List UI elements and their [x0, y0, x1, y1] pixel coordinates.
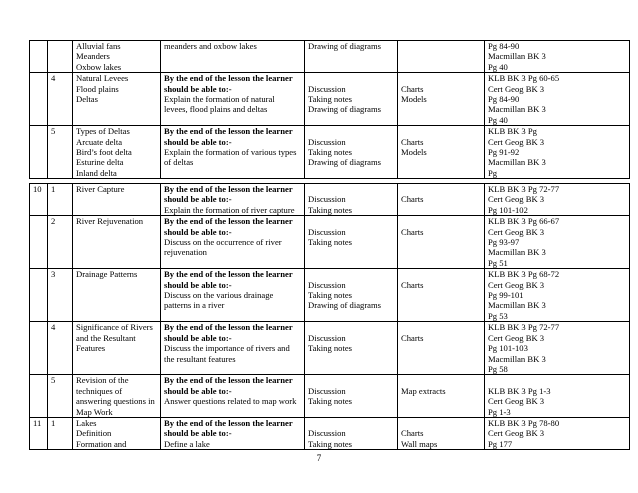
topic-line: Esturine delta: [76, 157, 124, 168]
objective-line: levees, flood plains and deltas: [164, 104, 268, 115]
references-cell: [485, 322, 630, 375]
topic-cell: [73, 269, 161, 322]
activity-line: [308, 269, 395, 279]
topic-cell: [73, 417, 161, 449]
objectives-cell: [161, 41, 305, 73]
resources-cell: [398, 41, 485, 73]
lesson-cell: 5: [48, 375, 73, 418]
topic-line: Natural Levees: [76, 73, 129, 84]
references-cell: [485, 375, 630, 418]
reference-line: Macmillan BK 3: [488, 157, 546, 168]
reference-line: Cert Geog BK 3: [488, 83, 545, 94]
objective-line: By the end of the lesson the learner: [164, 73, 293, 84]
reference-line: Pg 101-102: [488, 204, 528, 215]
activity-line: Discussion: [308, 332, 346, 343]
reference-line: KLB BK 3 Pg 68-72: [488, 269, 560, 280]
objective-line: should be able to:-: [164, 83, 232, 94]
reference-line: Pg 58: [488, 363, 508, 374]
reference-line: Pg 99-101: [488, 290, 524, 301]
objective-line: Define a lake: [164, 438, 210, 449]
week-cell: [30, 375, 48, 418]
activities-cell: [305, 73, 398, 126]
objectives-cell: [161, 184, 305, 216]
resource-line: [401, 375, 482, 385]
reference-line: Pg 40: [488, 61, 508, 72]
scheme-of-work-table-lower: [29, 183, 630, 450]
reference-line: Cert Geog BK 3: [488, 279, 545, 290]
reference-line: Macmillan BK 3: [488, 300, 546, 311]
reference-line: Pg 51: [488, 257, 508, 268]
objectives-cell: [161, 216, 305, 269]
activity-line: Drawing of diagrams: [308, 300, 382, 311]
resource-line: [401, 216, 482, 226]
resources-cell: [398, 417, 485, 449]
lesson-cell: 4: [48, 322, 73, 375]
references-cell: [485, 73, 630, 126]
week-cell: [30, 41, 48, 73]
resources-cell: [398, 322, 485, 375]
topic-line: Map Work: [76, 406, 113, 417]
topic-line: Drainage Patterns: [76, 269, 138, 280]
activity-line: Taking notes: [308, 147, 353, 158]
activity-line: Discussion: [308, 385, 346, 396]
resource-line: [401, 126, 482, 136]
references-cell: [485, 269, 630, 322]
topic-cell: [73, 375, 161, 418]
reference-line: KLB BK 3 Pg 60-65: [488, 73, 560, 84]
topic-line: Arcuate delta: [76, 136, 123, 147]
reference-line: KLB BK 3 Pg 72-77: [488, 184, 560, 194]
lesson-cell: 5: [48, 126, 73, 179]
resource-line: Charts: [401, 279, 424, 290]
resource-line: Models: [401, 147, 427, 158]
objective-line: By the end of the lesson the learner: [164, 322, 293, 333]
reference-line: Cert Geog BK 3: [488, 332, 545, 343]
activities-cell: [305, 417, 398, 449]
activity-line: [308, 375, 395, 385]
resources-cell: [398, 184, 485, 216]
lesson-cell: 3: [48, 269, 73, 322]
week-cell: [30, 73, 48, 126]
topic-line: Flood plains: [76, 83, 119, 94]
reference-line: Macmillan BK 3: [488, 247, 546, 258]
topic-cell: [73, 41, 161, 73]
activity-line: Taking notes: [308, 396, 353, 407]
reference-line: [488, 375, 627, 385]
reference-line: Macmillan BK 3: [488, 353, 546, 364]
activities-cell: [305, 375, 398, 418]
resource-line: [401, 73, 482, 83]
topic-line: Revision of the: [76, 375, 129, 386]
objective-line: should be able to:-: [164, 226, 232, 237]
topic-cell: [73, 73, 161, 126]
topic-line: Definition: [76, 428, 112, 439]
reference-line: Pg 53: [488, 310, 508, 321]
week-cell: 11: [30, 417, 48, 449]
objectives-cell: [161, 375, 305, 418]
topic-line: answering questions in: [76, 396, 155, 407]
activity-line: Taking notes: [308, 438, 353, 449]
lesson-cell: [48, 41, 73, 73]
activities-cell: [305, 41, 398, 73]
resources-cell: [398, 73, 485, 126]
reference-line: KLB BK 3 Pg: [488, 126, 537, 137]
resource-line: [401, 184, 482, 194]
reference-line: Pg 1-3: [488, 406, 511, 417]
resource-line: Charts: [401, 226, 424, 237]
objective-line: the resultant features: [164, 353, 236, 364]
table-row: [30, 375, 630, 418]
reference-line: Pg 177: [488, 438, 513, 449]
objective-line: should be able to:-: [164, 194, 232, 205]
scheme-of-work-table-upper: [29, 40, 630, 179]
objective-line: Discuss on the various drainage: [164, 290, 274, 301]
resource-line: Map extracts: [401, 385, 446, 396]
activity-line: [308, 418, 395, 428]
reference-line: Cert Geog BK 3: [488, 194, 545, 205]
objective-line: Discuss on the occurrence of river: [164, 237, 282, 248]
activity-line: Discussion: [308, 428, 346, 439]
reference-line: Pg: [488, 167, 498, 178]
objectives-cell: [161, 322, 305, 375]
table-row: [30, 184, 630, 216]
topic-cell: [73, 216, 161, 269]
lesson-cell: 1: [48, 417, 73, 449]
topic-line: techniques of: [76, 385, 123, 396]
objective-line: By the end of the lesson the learner: [164, 184, 293, 194]
objective-line: meanders and oxbow lakes: [164, 41, 257, 51]
reference-line: Macmillan BK 3: [488, 104, 546, 115]
activity-line: [308, 184, 395, 194]
resource-line: Charts: [401, 428, 424, 439]
activity-line: Taking notes: [308, 94, 353, 105]
topic-line: Deltas: [76, 94, 98, 105]
reference-line: Pg 40: [488, 114, 508, 125]
activities-cell: [305, 126, 398, 179]
page-number: 7: [316, 453, 322, 463]
table-row: [30, 269, 630, 322]
topic-line: Inland delta: [76, 167, 117, 178]
references-cell: [485, 417, 630, 449]
activity-line: Drawing of diagrams: [308, 104, 382, 115]
activity-line: Taking notes: [308, 290, 353, 301]
objective-line: should be able to:-: [164, 279, 232, 290]
objective-line: should be able to:-: [164, 136, 232, 147]
activity-line: Discussion: [308, 194, 346, 205]
reference-line: KLB BK 3 Pg 1-3: [488, 385, 551, 396]
topic-line: and the Resultant: [76, 332, 136, 343]
activity-line: Discussion: [308, 226, 346, 237]
week-cell: 10: [30, 184, 48, 216]
table-row: [30, 322, 630, 375]
resource-line: Charts: [401, 83, 424, 94]
activity-line: Discussion: [308, 279, 346, 290]
topic-line: River Capture: [76, 184, 125, 194]
reference-line: Pg 101-103: [488, 343, 528, 354]
table-row: [30, 41, 630, 73]
table-row: [30, 216, 630, 269]
activities-cell: [305, 216, 398, 269]
topic-line: Lakes: [76, 417, 97, 428]
objective-line: rejuvenation: [164, 247, 207, 258]
objective-line: Answer questions related to map work: [164, 396, 297, 407]
resource-line: [401, 269, 482, 279]
topic-line: Features: [76, 343, 106, 354]
activity-line: [308, 322, 395, 332]
objective-line: By the end of the lesson the learner: [164, 126, 293, 137]
objectives-cell: [161, 269, 305, 322]
reference-line: Macmillan BK 3: [488, 51, 546, 62]
activity-line: Taking notes: [308, 237, 353, 248]
topic-cell: [73, 126, 161, 179]
topic-line: Formation and: [76, 438, 127, 449]
reference-line: Cert Geog BK 3: [488, 428, 545, 439]
objective-line: By the end of the lesson the learner: [164, 216, 293, 227]
activity-line: [308, 73, 395, 83]
resource-line: Charts: [401, 332, 424, 343]
objective-line: Explain the formation of various types: [164, 147, 297, 158]
objectives-cell: [161, 126, 305, 179]
objectives-cell: [161, 73, 305, 126]
references-cell: [485, 126, 630, 179]
activities-cell: [305, 269, 398, 322]
objective-line: should be able to:-: [164, 385, 232, 396]
table-row: [30, 73, 630, 126]
activity-line: [308, 126, 395, 136]
activity-line: Discussion: [308, 136, 346, 147]
table-row: [30, 126, 630, 179]
objective-line: Explain the formation of natural: [164, 94, 275, 105]
objective-line: Discuss the importance of rivers and: [164, 343, 290, 354]
activity-line: Drawing of diagrams: [308, 157, 382, 168]
objective-line: should be able to:-: [164, 428, 232, 439]
activity-line: [308, 216, 395, 226]
lesson-cell: 4: [48, 73, 73, 126]
topic-line: Oxbow lakes: [76, 61, 122, 72]
week-cell: [30, 126, 48, 179]
objective-line: patterns in a river: [164, 300, 225, 311]
lesson-cell: 2: [48, 216, 73, 269]
topic-cell: [73, 184, 161, 216]
resource-line: Charts: [401, 136, 424, 147]
activity-line: Drawing of diagrams: [308, 41, 382, 51]
topic-line: Alluvial fans: [76, 41, 121, 51]
topic-line: Types of Deltas: [76, 126, 130, 137]
resource-line: [401, 322, 482, 332]
topic-line: Meanders: [76, 51, 110, 62]
reference-line: Pg 84-90: [488, 94, 520, 105]
resource-line: Wall maps: [401, 438, 438, 449]
activities-cell: [305, 322, 398, 375]
reference-line: Cert Geog BK 3: [488, 226, 545, 237]
objective-line: Explain the formation of river capture: [164, 204, 295, 215]
topic-cell: [73, 322, 161, 375]
week-cell: [30, 322, 48, 375]
week-cell: [30, 269, 48, 322]
reference-line: KLB BK 3 Pg 78-80: [488, 417, 560, 428]
objective-line: of deltas: [164, 157, 194, 168]
references-cell: [485, 184, 630, 216]
references-cell: [485, 216, 630, 269]
topic-line: River Rejuvenation: [76, 216, 144, 227]
activity-line: Taking notes: [308, 343, 353, 354]
lesson-cell: 1: [48, 184, 73, 216]
resource-line: [401, 418, 482, 428]
table-row: [30, 417, 630, 449]
activities-cell: [305, 184, 398, 216]
objective-line: By the end of the lesson the learner: [164, 417, 293, 428]
reference-line: Cert Geog BK 3: [488, 396, 545, 407]
reference-line: Pg 93-97: [488, 237, 520, 248]
reference-line: Pg 91-92: [488, 147, 520, 158]
resources-cell: [398, 269, 485, 322]
activity-line: Taking notes: [308, 204, 353, 215]
activity-line: Discussion: [308, 83, 346, 94]
resource-line: Models: [401, 94, 427, 105]
objective-line: By the end of the lesson the learner: [164, 375, 293, 386]
week-cell: [30, 216, 48, 269]
reference-line: Pg 84-90: [488, 41, 520, 51]
reference-line: KLB BK 3 Pg 72-77: [488, 322, 560, 333]
references-cell: [485, 41, 630, 73]
resources-cell: [398, 126, 485, 179]
resource-line: Charts: [401, 194, 424, 205]
topic-line: Bird’s foot delta: [76, 147, 132, 158]
objectives-cell: [161, 417, 305, 449]
objective-line: By the end of the lesson the learner: [164, 269, 293, 280]
reference-line: Cert Geog BK 3: [488, 136, 545, 147]
resources-cell: [398, 375, 485, 418]
topic-line: Significance of Rivers: [76, 322, 153, 333]
reference-line: KLB BK 3 Pg 66-67: [488, 216, 560, 227]
objective-line: should be able to:-: [164, 332, 232, 343]
resources-cell: [398, 216, 485, 269]
